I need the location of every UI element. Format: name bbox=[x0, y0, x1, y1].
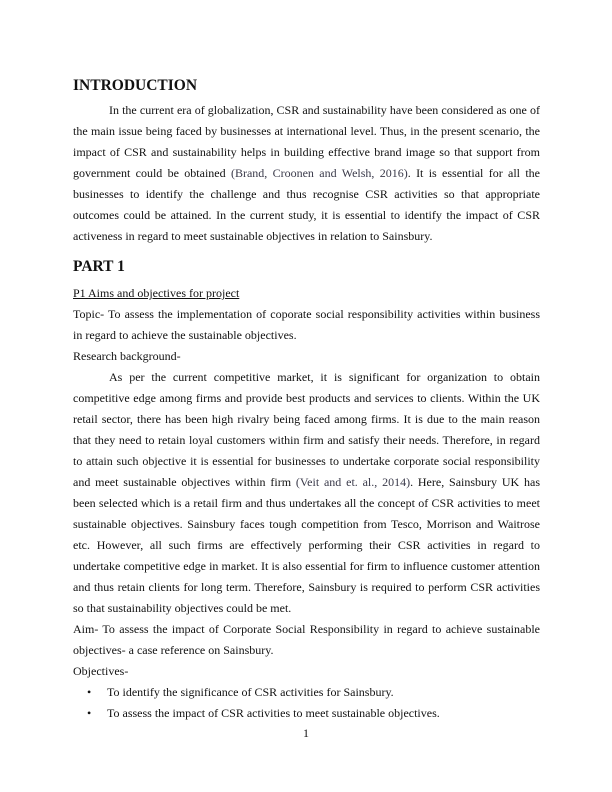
background-text-continued: . Here, Sainsbury UK has been selected which is a retail firm and thus undertakes all the concept of CSR activities to meet sustainable objectives. Sainsbury faces tough competition from Tesco, Morrison and Waitrose etc. However, all such firms are effectively performing their CSR activities in regard to undertake competitive edge in market. It is also essential for firm to influence customer attention and thus retain clients for long term. Therefore, Sainsbury is required to perform CSR activities so that sustainability objectives could be met. bbox=[73, 475, 540, 615]
citation: (Brand, Croonen and Welsh, 2016) bbox=[230, 166, 408, 180]
citation: (Veit and et. al., 2014) bbox=[295, 475, 411, 489]
objective-text: To identify the significance of CSR activities for Sainsbury. bbox=[107, 685, 394, 699]
bullet-icon: • bbox=[87, 706, 92, 720]
intro-text-continued: . It is essential for all the businesses to identify the challenge and thus recognise CSR activities so that appropriate outcomes could be attained. In the current study, it is essential to identify the impact of CSR activeness in regard to meet sustainable objectives in relation to Sainsbury. bbox=[73, 166, 541, 243]
research-background-label: Research background- bbox=[73, 349, 181, 363]
objectives-list bbox=[73, 682, 540, 724]
bullet-icon: • bbox=[87, 685, 92, 699]
research-background-paragraph bbox=[73, 367, 540, 619]
background-text: As per the current competitive market, it is significant for organization to obtain competitive edge among firms and provide best products and services to clients. Within the UK retail sector, there has been high rivalry being faced among firms. It is due to the main reason that they need to retain loyal customers within firm and satisfy their needs. Therefore, in regard to attain such objective it is essential for businesses to undertake corporate social responsibility and meet sustainable objectives within firm bbox=[73, 370, 540, 489]
objective-text: To assess the impact of CSR activities to meet sustainable objectives. bbox=[107, 706, 440, 720]
part1-heading: PART 1 bbox=[73, 258, 125, 275]
list-item bbox=[87, 703, 540, 724]
document-page bbox=[73, 76, 540, 724]
list-item bbox=[87, 682, 540, 703]
objectives-label: Objectives- bbox=[73, 664, 129, 678]
introduction-paragraph bbox=[73, 100, 540, 247]
intro-text: In the current era of globalization, CSR and sustainability have been considered as one of the main issue being faced by businesses at international level. Thus, in the present scenario, the impact of CSR and sustainability helps in building effective brand image so that support from government could be obtained bbox=[73, 103, 540, 180]
introduction-heading: INTRODUCTION bbox=[73, 77, 198, 94]
topic-paragraph: Topic- To assess the implementation of coporate social responsibility activities within business in regard to achieve the sustainable objectives. bbox=[73, 307, 540, 342]
aims-subheading: P1 Aims and objectives for project bbox=[73, 286, 240, 300]
page-number: 1 bbox=[303, 726, 309, 740]
aim-paragraph: Aim- To assess the impact of Corporate Social Responsibility in regard to achieve sustainable objectives- a case reference on Sainsbury. bbox=[73, 622, 540, 657]
